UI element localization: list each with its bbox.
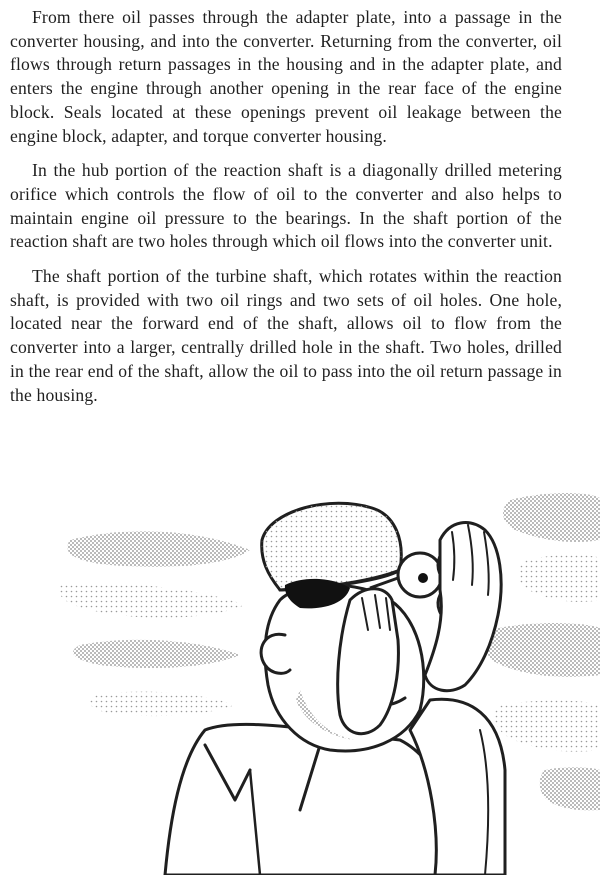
body-text — [10, 6, 562, 418]
paragraph-2: In the hub portion of the reaction shaft is a diagonally drilled metering orifice which controls the flow of oil to the converter and also helps to maintain engine oil pressure to the bearings. In the shaft portion of the reaction shaft are two holes through which oil flows into the converter unit. — [10, 160, 562, 252]
paragraph-3: The shaft portion of the turbine shaft, which rotates within the reaction shaft, is provided with two oil rings and two sets of oil holes. One hole, located near the forward end of the shaft, allows oil to flow from the converter into a larger, centrally drilled hole in the shaft. Two holes, drilled in the rear end of the shaft, allow the oil to pass into the oil return passage in the housing. — [10, 266, 562, 405]
mechanic-right-hand — [425, 523, 501, 691]
paragraph-1: From there oil passes through the adapter plate, into a passage in the converter housing, and into the converter. Returning from the converter, oil flows through return passages in the housing and in the adapter plate, and enters the engine through another opening in the rear face of the engine block. Seals located at these openings prevent oil leakage between the engine block, adapter, and torque converter housing. — [10, 7, 562, 146]
mechanic-illustration — [0, 470, 600, 875]
mechanic-cap — [262, 503, 402, 590]
